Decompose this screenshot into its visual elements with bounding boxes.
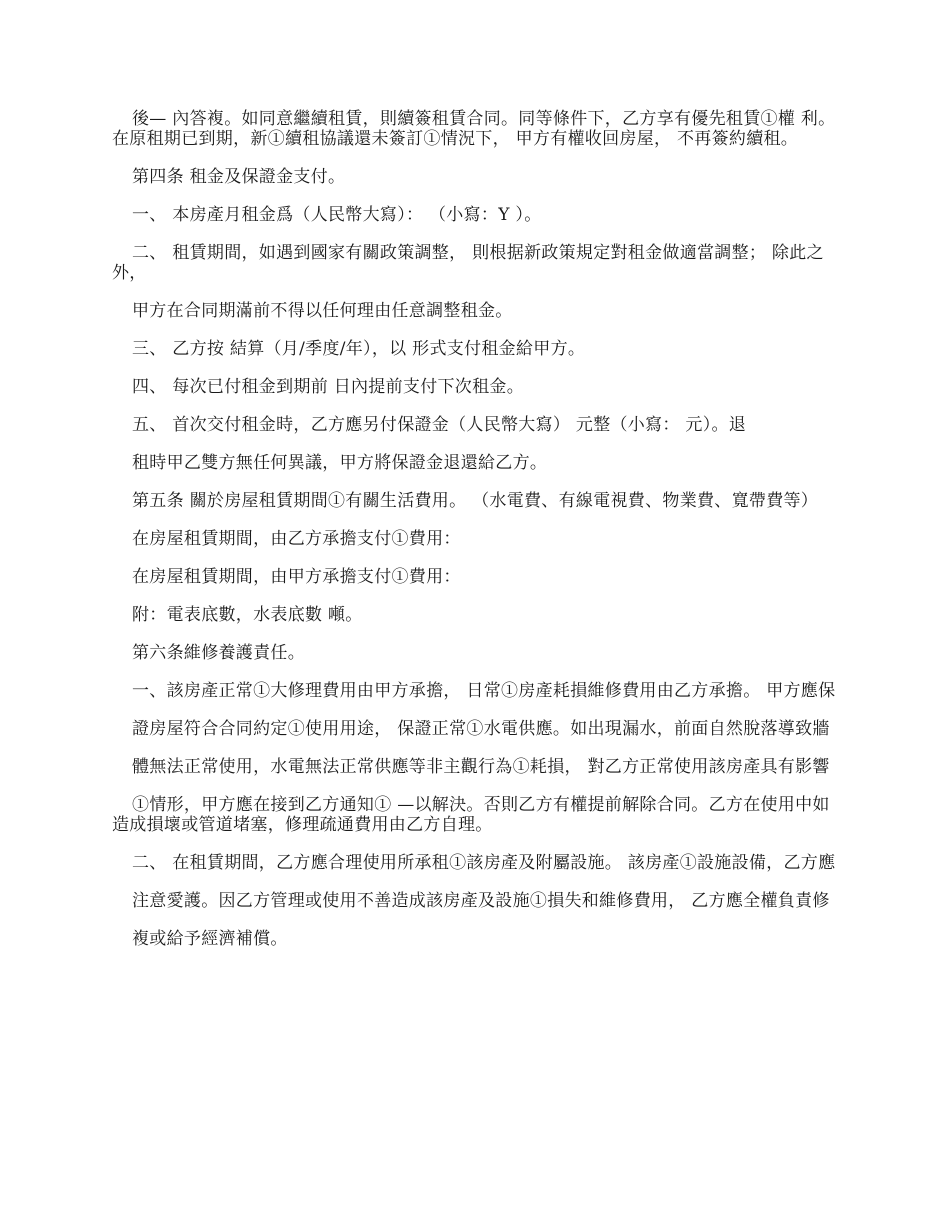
paragraph-advance-payment: 四、 每次已付租金到期前 日內提前支付下次租金。 — [132, 377, 525, 397]
paragraph-no-arbitrary-adjustment: 甲方在合同期滿前不得以任何理由任意調整租金。 — [132, 301, 513, 321]
paragraph-compensation: 複或給予經濟補償。 — [132, 929, 288, 949]
paragraph-renewal-terms: 後— 內答複。如同意繼續租賃，則續簽租賃合同。同等條件下，乙方享有優先租賃①權 利。在原租期已到期，新①續租協議還未簽訂①情況下， 甲方有權收回房屋， 不再簽約續租。 — [112, 109, 836, 149]
heading-article-4: 第四条 租金及保證金支付。 — [132, 167, 346, 187]
paragraph-repair-costs: 一、該房產正常①大修理費用由甲方承擔， 日常①房產耗損維修費用由乙方承擔。 甲方應保 — [132, 681, 836, 701]
paragraph-monthly-rent: 一、 本房產月租金爲（人民幣大寫）： （小寫：Y ）。 — [132, 205, 542, 225]
paragraph-landlord-fees: 在房屋租賃期間，由甲方承擔支付①費用： — [132, 567, 461, 587]
paragraph-landlord-remedy: ①情形，甲方應在接到乙方通知① —以解決。否則乙方有權提前解除合同。乙方在使用中如造成損壞或管道堵塞，修理疏通費用由乙方自理。 — [112, 795, 830, 835]
paragraph-tenant-fees: 在房屋租賃期間，由乙方承擔支付①費用： — [132, 529, 461, 549]
paragraph-meter-readings: 附：電表底數，水表底數 噸。 — [132, 605, 363, 625]
paragraph-settlement-method: 三、 乙方按 結算（月/季度/年），以 形式支付租金給甲方。 — [132, 339, 586, 359]
paragraph-care-responsibility: 注意愛護。因乙方管理或使用不善造成該房產及設施①損失和維修費用， 乙方應全權負責修 — [132, 891, 830, 911]
paragraph-deposit: 五、 首次交付租金時，乙方應另付保證金（人民幣大寫） 元整（小寫： 元）。退 — [132, 415, 747, 435]
paragraph-deposit-refund: 租時甲乙雙方無任何異議，甲方將保證金退還給乙方。 — [132, 453, 548, 473]
paragraph-usage-guarantee: 證房屋符合合同約定①使用用途， 保證正常①水電供應。如出現漏水，前面自然脫落導致牆 — [132, 719, 830, 739]
heading-article-5: 第五条 關於房屋租賃期間①有關生活費用。 （水電費、有線電視費、物業費、寬帶費等） — [132, 491, 819, 511]
heading-article-6: 第六条維修養護責任。 — [132, 643, 305, 663]
paragraph-rent-adjustment: 二、 租賃期間，如遇到國家有關政策調整， 則根据新政策規定對租金做適當調整； 除此之外， — [112, 243, 824, 283]
document-body — [112, 109, 842, 967]
paragraph-damage-impact: 體無法正常使用，水電無法正常供應等非主觀行為①耗損， 對乙方正常使用該房產具有影響 — [132, 757, 830, 777]
paragraph-reasonable-use: 二、 在租賃期間，乙方應合理使用所承租①該房產及附屬設施。 該房產①設施設備，乙方應 — [132, 853, 836, 873]
